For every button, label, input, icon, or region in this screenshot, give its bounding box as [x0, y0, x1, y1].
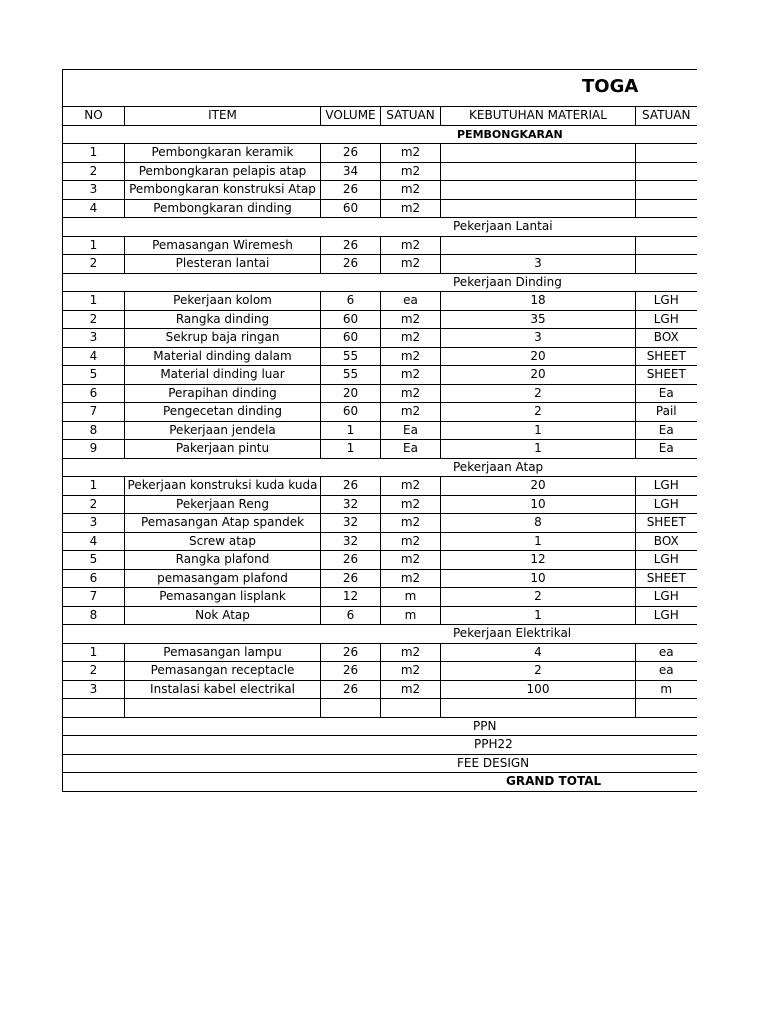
cell-satuan2	[636, 255, 697, 274]
cell-kebutuhan: 20	[441, 347, 636, 366]
cell-volume: 6	[321, 292, 381, 311]
cell-no: 4	[63, 532, 125, 551]
cell-volume: 26	[321, 144, 381, 163]
cell-satuan2: SHEET	[636, 347, 697, 366]
cell-item: Instalasi kabel electrikal	[125, 680, 321, 699]
cell-no: 8	[63, 421, 125, 440]
cell-volume: 32	[321, 532, 381, 551]
cell-item: Pemasangan lampu	[125, 643, 321, 662]
table-row	[63, 199, 697, 218]
cell-no: 1	[63, 236, 125, 255]
cell-item: Pemasangan receptacle	[125, 662, 321, 681]
cell-satuan: m2	[381, 514, 441, 533]
cell-no: 3	[63, 514, 125, 533]
cell-satuan: m	[381, 606, 441, 625]
blank-cell	[636, 699, 697, 718]
summary-label: GRAND TOTAL	[63, 773, 697, 792]
cell-no: 1	[63, 643, 125, 662]
cell-kebutuhan: 8	[441, 514, 636, 533]
cell-satuan2: LGH	[636, 588, 697, 607]
cell-satuan: m2	[381, 236, 441, 255]
cell-item: Pekerjaan Reng	[125, 495, 321, 514]
table-row	[63, 310, 697, 329]
header-volume: VOLUME	[321, 107, 381, 126]
cell-no: 4	[63, 199, 125, 218]
cell-volume: 26	[321, 569, 381, 588]
cell-satuan2	[636, 199, 697, 218]
cell-volume: 20	[321, 384, 381, 403]
cell-kebutuhan: 100	[441, 680, 636, 699]
cell-volume: 12	[321, 588, 381, 607]
cell-kebutuhan: 3	[441, 329, 636, 348]
cell-item: Pemasangan Wiremesh	[125, 236, 321, 255]
cell-satuan2: Ea	[636, 421, 697, 440]
cell-volume: 26	[321, 181, 381, 200]
table-row	[63, 643, 697, 662]
cell-satuan: m2	[381, 162, 441, 181]
blank-cell	[63, 699, 125, 718]
section-row	[63, 218, 697, 237]
section-row	[63, 273, 697, 292]
cell-satuan: ea	[381, 292, 441, 311]
title-row	[63, 70, 697, 107]
cell-kebutuhan: 18	[441, 292, 636, 311]
cell-satuan2	[636, 144, 697, 163]
cell-volume: 26	[321, 236, 381, 255]
blank-cell	[381, 699, 441, 718]
cell-kebutuhan: 1	[441, 532, 636, 551]
table-row	[63, 329, 697, 348]
cell-kebutuhan: 20	[441, 477, 636, 496]
material-table	[62, 69, 697, 792]
cell-item: Rangka plafond	[125, 551, 321, 570]
blank-cell	[321, 699, 381, 718]
cell-item: Pemasangan lisplank	[125, 588, 321, 607]
cell-no: 2	[63, 495, 125, 514]
sheet-title: TOGA	[582, 76, 639, 97]
table-row	[63, 347, 697, 366]
cell-item: Material dinding luar	[125, 366, 321, 385]
table-row	[63, 366, 697, 385]
cell-item: Pembongkaran keramik	[125, 144, 321, 163]
cell-no: 5	[63, 366, 125, 385]
cell-item: Sekrup baja ringan	[125, 329, 321, 348]
table-row	[63, 421, 697, 440]
cell-volume: 1	[321, 440, 381, 459]
cell-item: Plesteran lantai	[125, 255, 321, 274]
cell-kebutuhan: 2	[441, 588, 636, 607]
cell-item: Pekerjaan konstruksi kuda kuda	[125, 477, 321, 496]
summary-row	[63, 773, 697, 792]
spreadsheet	[62, 69, 697, 792]
cell-no: 3	[63, 181, 125, 200]
blank-cell	[441, 699, 636, 718]
cell-satuan2	[636, 236, 697, 255]
blank-row	[63, 699, 697, 718]
cell-satuan2: m	[636, 680, 697, 699]
cell-volume: 55	[321, 347, 381, 366]
summary-row	[63, 736, 697, 755]
cell-satuan2: LGH	[636, 551, 697, 570]
cell-satuan: Ea	[381, 421, 441, 440]
cell-no: 2	[63, 255, 125, 274]
cell-volume: 1	[321, 421, 381, 440]
cell-kebutuhan: 2	[441, 662, 636, 681]
table-row	[63, 440, 697, 459]
cell-satuan2: BOX	[636, 532, 697, 551]
cell-no: 3	[63, 329, 125, 348]
cell-satuan: m2	[381, 347, 441, 366]
cell-no: 2	[63, 162, 125, 181]
table-row	[63, 588, 697, 607]
cell-item: Nok Atap	[125, 606, 321, 625]
cell-kebutuhan: 1	[441, 421, 636, 440]
cell-item: Pemasangan Atap spandek	[125, 514, 321, 533]
cell-satuan: m2	[381, 384, 441, 403]
cell-kebutuhan: 12	[441, 551, 636, 570]
cell-satuan: m2	[381, 199, 441, 218]
cell-satuan2: SHEET	[636, 366, 697, 385]
table-row	[63, 662, 697, 681]
cell-satuan2: LGH	[636, 606, 697, 625]
summary-label: FEE DESIGN	[63, 754, 697, 773]
cell-item: Perapihan dinding	[125, 384, 321, 403]
cell-satuan: m	[381, 588, 441, 607]
cell-kebutuhan: 20	[441, 366, 636, 385]
cell-kebutuhan	[441, 236, 636, 255]
table-row	[63, 495, 697, 514]
cell-no: 7	[63, 588, 125, 607]
summary-row	[63, 717, 697, 736]
header-satuan2: SATUAN	[636, 107, 697, 126]
cell-volume: 32	[321, 495, 381, 514]
cell-satuan2	[636, 162, 697, 181]
cell-kebutuhan: 10	[441, 569, 636, 588]
cell-no: 6	[63, 384, 125, 403]
cell-volume: 26	[321, 551, 381, 570]
cell-satuan2: SHEET	[636, 514, 697, 533]
cell-volume: 26	[321, 255, 381, 274]
cell-volume: 34	[321, 162, 381, 181]
table-row	[63, 680, 697, 699]
cell-kebutuhan: 4	[441, 643, 636, 662]
cell-satuan: m2	[381, 255, 441, 274]
header-row	[63, 107, 697, 126]
cell-kebutuhan: 10	[441, 495, 636, 514]
table-row	[63, 477, 697, 496]
cell-satuan2: Ea	[636, 384, 697, 403]
cell-item: Pekerjaan kolom	[125, 292, 321, 311]
section-row	[63, 458, 697, 477]
cell-satuan2: SHEET	[636, 569, 697, 588]
cell-satuan: m2	[381, 403, 441, 422]
summary-row	[63, 754, 697, 773]
cell-item: Pekerjaan jendela	[125, 421, 321, 440]
cell-satuan2: ea	[636, 662, 697, 681]
section-row	[63, 125, 697, 144]
cell-volume: 6	[321, 606, 381, 625]
cell-no: 1	[63, 477, 125, 496]
table-row	[63, 551, 697, 570]
cell-satuan: m2	[381, 366, 441, 385]
table-row	[63, 292, 697, 311]
cell-item: Pembongkaran dinding	[125, 199, 321, 218]
cell-satuan: m2	[381, 532, 441, 551]
cell-volume: 26	[321, 662, 381, 681]
cell-kebutuhan	[441, 144, 636, 163]
cell-volume: 60	[321, 310, 381, 329]
table-row	[63, 403, 697, 422]
cell-item: Rangka dinding	[125, 310, 321, 329]
cell-satuan2: ea	[636, 643, 697, 662]
table-row	[63, 384, 697, 403]
cell-satuan2: BOX	[636, 329, 697, 348]
cell-satuan2: Pail	[636, 403, 697, 422]
blank-cell	[125, 699, 321, 718]
cell-satuan: m2	[381, 680, 441, 699]
table-row	[63, 606, 697, 625]
cell-satuan: m2	[381, 495, 441, 514]
cell-satuan: m2	[381, 310, 441, 329]
cell-kebutuhan: 2	[441, 384, 636, 403]
cell-no: 1	[63, 292, 125, 311]
cell-item: Pengecetan dinding	[125, 403, 321, 422]
cell-no: 4	[63, 347, 125, 366]
header-no: NO	[63, 107, 125, 126]
cell-kebutuhan: 1	[441, 606, 636, 625]
table-row	[63, 255, 697, 274]
table-row	[63, 144, 697, 163]
cell-volume: 26	[321, 680, 381, 699]
table-row	[63, 162, 697, 181]
cell-satuan2: LGH	[636, 495, 697, 514]
table-row	[63, 181, 697, 200]
section-title: Pekerjaan Atap	[63, 458, 697, 477]
table-row	[63, 532, 697, 551]
cell-item: Material dinding dalam	[125, 347, 321, 366]
cell-satuan: m2	[381, 569, 441, 588]
cell-no: 8	[63, 606, 125, 625]
cell-satuan2	[636, 181, 697, 200]
table-row	[63, 514, 697, 533]
summary-label: PPN	[63, 717, 697, 736]
cell-no: 6	[63, 569, 125, 588]
cell-volume: 26	[321, 643, 381, 662]
cell-kebutuhan	[441, 199, 636, 218]
section-title: Pekerjaan Lantai	[63, 218, 697, 237]
section-row	[63, 625, 697, 644]
cell-volume: 26	[321, 477, 381, 496]
section-title: Pekerjaan Dinding	[63, 273, 697, 292]
cell-kebutuhan: 1	[441, 440, 636, 459]
cell-no: 1	[63, 144, 125, 163]
table-row	[63, 236, 697, 255]
cell-kebutuhan	[441, 162, 636, 181]
cell-satuan2: LGH	[636, 477, 697, 496]
header-kebutuhan: KEBUTUHAN MATERIAL	[441, 107, 636, 126]
cell-satuan2: Ea	[636, 440, 697, 459]
cell-item: Pembongkaran pelapis atap	[125, 162, 321, 181]
cell-kebutuhan: 3	[441, 255, 636, 274]
cell-satuan: m2	[381, 181, 441, 200]
cell-kebutuhan: 2	[441, 403, 636, 422]
cell-no: 9	[63, 440, 125, 459]
cell-satuan: m2	[381, 329, 441, 348]
cell-satuan: m2	[381, 144, 441, 163]
cell-satuan: m2	[381, 643, 441, 662]
cell-volume: 55	[321, 366, 381, 385]
cell-volume: 60	[321, 403, 381, 422]
cell-kebutuhan	[441, 181, 636, 200]
cell-satuan: m2	[381, 551, 441, 570]
cell-no: 7	[63, 403, 125, 422]
cell-no: 5	[63, 551, 125, 570]
cell-item: pemasangam plafond	[125, 569, 321, 588]
cell-no: 2	[63, 662, 125, 681]
cell-volume: 60	[321, 199, 381, 218]
table-row	[63, 569, 697, 588]
cell-volume: 32	[321, 514, 381, 533]
section-title: PEMBONGKARAN	[63, 125, 697, 144]
cell-item: Pakerjaan pintu	[125, 440, 321, 459]
section-title: Pekerjaan Elektrikal	[63, 625, 697, 644]
cell-item: Screw atap	[125, 532, 321, 551]
cell-satuan: m2	[381, 662, 441, 681]
cell-satuan2: LGH	[636, 292, 697, 311]
cell-kebutuhan: 35	[441, 310, 636, 329]
header-satuan: SATUAN	[381, 107, 441, 126]
cell-satuan: m2	[381, 477, 441, 496]
cell-volume: 60	[321, 329, 381, 348]
header-item: ITEM	[125, 107, 321, 126]
cell-satuan2: LGH	[636, 310, 697, 329]
cell-no: 2	[63, 310, 125, 329]
cell-satuan: Ea	[381, 440, 441, 459]
summary-label: PPH22	[63, 736, 697, 755]
cell-no: 3	[63, 680, 125, 699]
cell-item: Pembongkaran konstruksi Atap	[125, 181, 321, 200]
